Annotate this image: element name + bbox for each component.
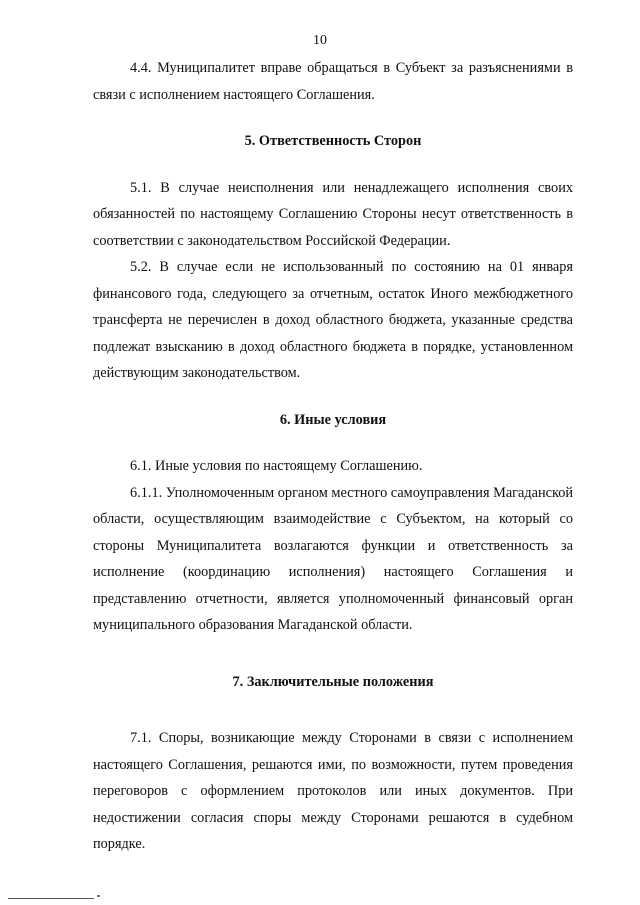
- paragraph-6-1-1: 6.1.1. Уполномоченным органом местного самоуправления Магаданской области, осуществляющим взаимодействие с Субъектом, на который со стороны Муниципалитета возлагаются функции и ответственность за исполнение (координацию исполнения) настоящего Соглашения и представлению отчетности, является уполномоченный финансовый орган муниципального образования Магаданской области.: [93, 484, 574, 633]
- paragraph-7-1: 7.1. Споры, возникающие между Сторонами в связи с исполнением настоящего Соглашения, решаются ими, по возможности, путем проведения переговоров с оформлением протоколов или иных документов. При недостижении согласия споры между Сторонами решаются в судебном порядке.: [93, 730, 573, 852]
- section-heading-6: 6. Иные условия: [279, 411, 387, 428]
- section-heading-7: 7. Заключительные положения: [232, 673, 434, 690]
- document-body: [93, 55, 573, 858]
- paragraph-5-2: 5.2. В случае если не использованный по состоянию на 01 января финансового года, следующего за отчетным, остаток Иного межбюджетного трансферта не перечислен в доход областного бюджета, указанные средства подлежат взысканию в доход областного бюджета в порядке, установленном действующим законодательством.: [93, 259, 573, 381]
- section-heading-5: 5. Ответственность Сторон: [244, 133, 422, 149]
- page-number: 10: [313, 33, 327, 48]
- footnote-divider: [8, 898, 94, 899]
- paragraph-5-1: 5.1. В случае неисполнения или ненадлежащего исполнения своих обязанностей по настоящему Соглашению Стороны несут ответственность в соответствии с законодательством Российской Федерации.: [93, 179, 573, 249]
- footer-mark: [97, 895, 100, 897]
- paragraph-4-4: 4.4. Муниципалитет вправе обращаться в Субъект за разъяснениями в связи с исполнением настоящего Соглашения.: [93, 60, 573, 103]
- paragraph-6-1: 6.1. Иные условия по настоящему Соглашению.: [130, 458, 423, 474]
